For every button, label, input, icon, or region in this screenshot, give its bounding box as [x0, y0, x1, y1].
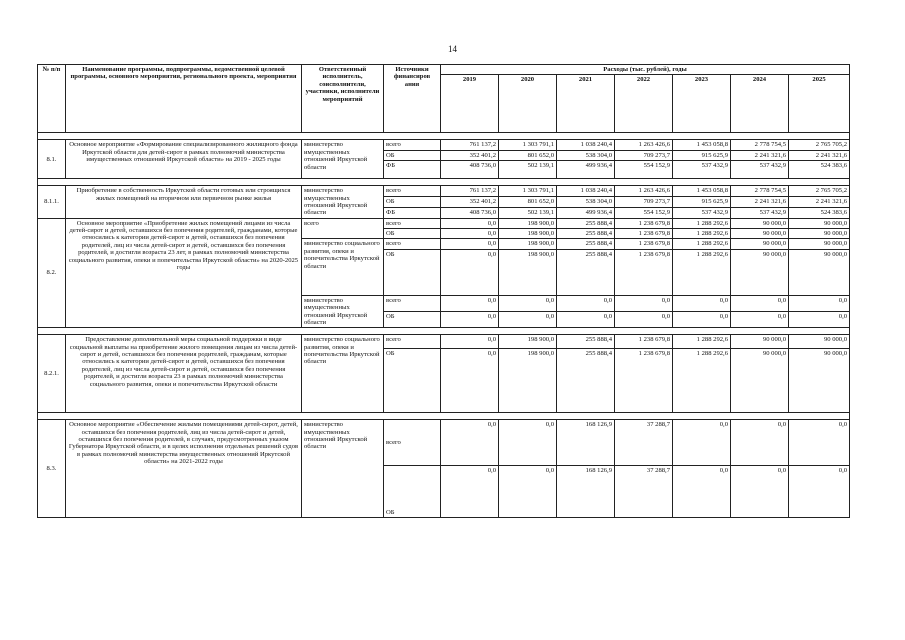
- value-cell: 1 288 292,6: [673, 335, 731, 349]
- value-cell: 198 900,0: [499, 239, 557, 249]
- row-responsible: министерство имущественных отношений Иркутской области: [302, 140, 384, 179]
- row-name: Основное мероприятие «Формирование специализированного жилищного фонда Иркутской области для детей-сирот в рамках полномочий министерства имущественных отношений Иркутской области» на 2019 - 2025 годы: [66, 140, 302, 179]
- value-cell: 761 137,2: [441, 140, 499, 150]
- value-cell: 0,0: [673, 295, 731, 311]
- value-cell: 90 000,0: [789, 249, 850, 295]
- value-cell: 0,0: [789, 466, 850, 518]
- value-cell: 0,0: [441, 349, 499, 413]
- row-code: 8.2.1.: [38, 335, 66, 413]
- value-cell: 2 778 754,5: [731, 186, 789, 197]
- row-responsible: всего: [302, 218, 384, 239]
- value-cell: 709 273,7: [615, 196, 673, 207]
- table-row: [38, 140, 850, 150]
- header-expenses: Расходы (тыс. рублей), годы: [441, 65, 850, 75]
- value-cell: 502 139,1: [499, 161, 557, 179]
- value-cell: 0,0: [789, 312, 850, 328]
- value-cell: 537 432,9: [673, 207, 731, 218]
- value-cell: 0,0: [615, 295, 673, 311]
- value-cell: 1 038 240,4: [557, 186, 615, 197]
- value-cell: 90 000,0: [731, 218, 789, 228]
- row-source: всего: [384, 239, 441, 249]
- value-cell: 538 304,0: [557, 196, 615, 207]
- value-cell: 499 936,4: [557, 161, 615, 179]
- value-cell: 1 238 679,8: [615, 239, 673, 249]
- header-year: 2021: [557, 75, 615, 133]
- row-spacer: [38, 328, 850, 335]
- value-cell: 1 238 679,8: [615, 349, 673, 413]
- value-cell: 198 900,0: [499, 335, 557, 349]
- value-cell: 0,0: [557, 295, 615, 311]
- row-source: всего: [384, 186, 441, 197]
- value-cell: 0,0: [731, 466, 789, 518]
- value-cell: 0,0: [441, 335, 499, 349]
- value-cell: 408 736,0: [441, 207, 499, 218]
- value-cell: 0,0: [499, 295, 557, 311]
- value-cell: 1 263 426,6: [615, 186, 673, 197]
- table-row: [38, 186, 850, 197]
- value-cell: 90 000,0: [731, 349, 789, 413]
- value-cell: 761 137,2: [441, 186, 499, 197]
- value-cell: 0,0: [441, 295, 499, 311]
- value-cell: 0,0: [441, 249, 499, 295]
- value-cell: 0,0: [441, 218, 499, 228]
- value-cell: 352 401,2: [441, 196, 499, 207]
- value-cell: 198 900,0: [499, 349, 557, 413]
- value-cell: 0,0: [441, 239, 499, 249]
- value-cell: 90 000,0: [731, 335, 789, 349]
- header-name: Наименование программы, подпрограммы, ведомственной целевой программы, основного мероприятия, регионального проекта, мероприятия: [66, 65, 302, 133]
- table-row: [38, 335, 850, 349]
- row-source: ОБ: [384, 229, 441, 239]
- row-source: ОБ: [384, 249, 441, 295]
- row-spacer: [38, 179, 850, 186]
- value-cell: 90 000,0: [789, 229, 850, 239]
- header-year: 2022: [615, 75, 673, 133]
- value-cell: 0,0: [731, 295, 789, 311]
- table-row: [38, 218, 850, 228]
- value-cell: 2 765 705,2: [789, 186, 850, 197]
- value-cell: 90 000,0: [789, 239, 850, 249]
- value-cell: 1 288 292,6: [673, 229, 731, 239]
- header-sources: Источники финансиров ания: [384, 65, 441, 133]
- value-cell: 915 625,9: [673, 196, 731, 207]
- row-source: ФБ: [384, 161, 441, 179]
- value-cell: 90 000,0: [789, 335, 850, 349]
- value-cell: 2 765 705,2: [789, 140, 850, 150]
- value-cell: 1 238 679,8: [615, 335, 673, 349]
- value-cell: 0,0: [499, 312, 557, 328]
- value-cell: 198 900,0: [499, 249, 557, 295]
- value-cell: 90 000,0: [731, 239, 789, 249]
- value-cell: 1 303 791,1: [499, 186, 557, 197]
- value-cell: 255 888,4: [557, 335, 615, 349]
- value-cell: 554 152,9: [615, 207, 673, 218]
- row-source: всего: [384, 218, 441, 228]
- value-cell: 198 900,0: [499, 218, 557, 228]
- value-cell: 1 238 679,8: [615, 249, 673, 295]
- value-cell: 1 303 791,1: [499, 140, 557, 150]
- value-cell: 2 241 321,6: [731, 196, 789, 207]
- budget-table: [37, 64, 850, 518]
- value-cell: 1 453 058,8: [673, 186, 731, 197]
- row-source: ОБ: [384, 150, 441, 160]
- value-cell: 0,0: [499, 466, 557, 518]
- value-cell: 1 288 292,6: [673, 239, 731, 249]
- value-cell: 1 263 426,6: [615, 140, 673, 150]
- value-cell: 198 900,0: [499, 229, 557, 239]
- row-source: ФБ: [384, 207, 441, 218]
- value-cell: 538 304,0: [557, 150, 615, 160]
- row-source: ОБ: [384, 312, 441, 328]
- row-responsible: министерство имущественных отношений Иркутской области: [302, 186, 384, 219]
- value-cell: 499 936,4: [557, 207, 615, 218]
- value-cell: 1 288 292,6: [673, 249, 731, 295]
- value-cell: 408 736,0: [441, 161, 499, 179]
- row-source: всего: [384, 140, 441, 150]
- row-spacer: [38, 133, 850, 140]
- row-spacer: [38, 413, 850, 420]
- value-cell: 0,0: [731, 420, 789, 466]
- header-year: 2023: [673, 75, 731, 133]
- value-cell: 1 238 679,8: [615, 229, 673, 239]
- value-cell: 801 652,0: [499, 196, 557, 207]
- value-cell: 90 000,0: [731, 229, 789, 239]
- value-cell: 524 383,6: [789, 161, 850, 179]
- row-name: Основное мероприятие «Приобретение жилых помещений лицами из числа детей-сирот и детей, оставшихся без попечения родителей, гражданами, которые относились к категории детей-сирот и детей, оставшихся без попечения родителей, лиц из числа детей-сирот и детей, оставшихся без попечения родителей, и достигли возраста 23 лет, в рамках полномочий министерства социального развития, опеки и попечительства Иркутской области» на 2020-2025 годы: [66, 218, 302, 328]
- row-code: 8.1.: [38, 140, 66, 179]
- page-number: 14: [448, 44, 457, 54]
- table-row: [38, 420, 850, 466]
- row-responsible: министерство имущественных отношений Иркутской области: [302, 420, 384, 518]
- value-cell: 0,0: [615, 312, 673, 328]
- value-cell: 255 888,4: [557, 239, 615, 249]
- header-year: 2020: [499, 75, 557, 133]
- value-cell: 537 432,9: [731, 207, 789, 218]
- value-cell: 915 625,9: [673, 150, 731, 160]
- row-responsible: министерство социального развития, опеки и попечительства Иркутской области: [302, 239, 384, 295]
- value-cell: 0,0: [441, 466, 499, 518]
- header-year: 2024: [731, 75, 789, 133]
- value-cell: 0,0: [499, 420, 557, 466]
- value-cell: 255 888,4: [557, 349, 615, 413]
- value-cell: 0,0: [731, 312, 789, 328]
- value-cell: 0,0: [441, 312, 499, 328]
- row-code: 8.1.1.: [38, 186, 66, 219]
- value-cell: 90 000,0: [789, 349, 850, 413]
- value-cell: 352 401,2: [441, 150, 499, 160]
- value-cell: 2 778 754,5: [731, 140, 789, 150]
- value-cell: 90 000,0: [789, 218, 850, 228]
- value-cell: 0,0: [789, 420, 850, 466]
- header-year: 2019: [441, 75, 499, 133]
- row-source: ОБ: [384, 466, 441, 518]
- row-code: 8.3.: [38, 420, 66, 518]
- value-cell: 0,0: [441, 420, 499, 466]
- row-source: всего: [384, 420, 441, 466]
- value-cell: 0,0: [441, 229, 499, 239]
- value-cell: 255 888,4: [557, 218, 615, 228]
- value-cell: 1 453 058,8: [673, 140, 731, 150]
- value-cell: 801 652,0: [499, 150, 557, 160]
- row-source: всего: [384, 295, 441, 311]
- row-source: ОБ: [384, 349, 441, 413]
- value-cell: 2 241 321,6: [789, 196, 850, 207]
- value-cell: 0,0: [789, 295, 850, 311]
- value-cell: 0,0: [673, 420, 731, 466]
- value-cell: 168 126,9: [557, 466, 615, 518]
- value-cell: 37 288,7: [615, 466, 673, 518]
- header-year: 2025: [789, 75, 850, 133]
- value-cell: 90 000,0: [731, 249, 789, 295]
- value-cell: 168 126,9: [557, 420, 615, 466]
- header-num: № п/п: [38, 65, 66, 133]
- value-cell: 1 238 679,8: [615, 218, 673, 228]
- row-responsible: министерство имущественных отношений Иркутской области: [302, 295, 384, 328]
- row-responsible: министерство социального развития, опеки и попечительства Иркутской области: [302, 335, 384, 413]
- value-cell: 1 038 240,4: [557, 140, 615, 150]
- value-cell: 255 888,4: [557, 249, 615, 295]
- value-cell: 537 432,9: [731, 161, 789, 179]
- value-cell: 1 288 292,6: [673, 218, 731, 228]
- value-cell: 524 383,6: [789, 207, 850, 218]
- value-cell: 0,0: [557, 312, 615, 328]
- value-cell: 1 288 292,6: [673, 349, 731, 413]
- value-cell: 255 888,4: [557, 229, 615, 239]
- value-cell: 0,0: [673, 312, 731, 328]
- value-cell: 554 152,9: [615, 161, 673, 179]
- value-cell: 37 288,7: [615, 420, 673, 466]
- row-name: Предоставление дополнительной меры социальной поддержки в виде социальной выплаты на приобретение жилого помещения лицам из числа детей-сирот и детей, оставшихся без попечения родителей, гражданам, которые относились к категории детей-сирот и детей, оставшихся без попечения родителей, лиц из числа детей-сирот и детей, оставшихся без попечения родителей, и достигли возраста 23 в рамках полномочий министерства социального развития, опеки и попечительства Иркутской области: [66, 335, 302, 413]
- value-cell: 2 241 321,6: [789, 150, 850, 160]
- row-source: ОБ: [384, 196, 441, 207]
- row-source: всего: [384, 335, 441, 349]
- row-code: 8.2.: [38, 218, 66, 328]
- value-cell: 0,0: [673, 466, 731, 518]
- header-responsible: Ответственный исполнитель, соисполнители, участники, исполнители мероприятий: [302, 65, 384, 133]
- value-cell: 537 432,9: [673, 161, 731, 179]
- row-name: Приобретение в собственность Иркутской области готовых или строящихся жилых помещений на вторичном или первичном рынке жилья: [66, 186, 302, 219]
- value-cell: 709 273,7: [615, 150, 673, 160]
- value-cell: 2 241 321,6: [731, 150, 789, 160]
- row-name: Основное мероприятие «Обеспечение жилыми помещениями детей-сирот, детей, оставшихся без попечения родителей, лиц из числа детей-сирот и детей, оставшихся без попечения родителей, в случаях, предусмотренных указом Губернатора Иркутской области, и в целях исполнения отдельных решений судов в рамках полномочий министерства имущественных отношений Иркутской области» на 2021-2022 годы: [66, 420, 302, 518]
- value-cell: 502 139,1: [499, 207, 557, 218]
